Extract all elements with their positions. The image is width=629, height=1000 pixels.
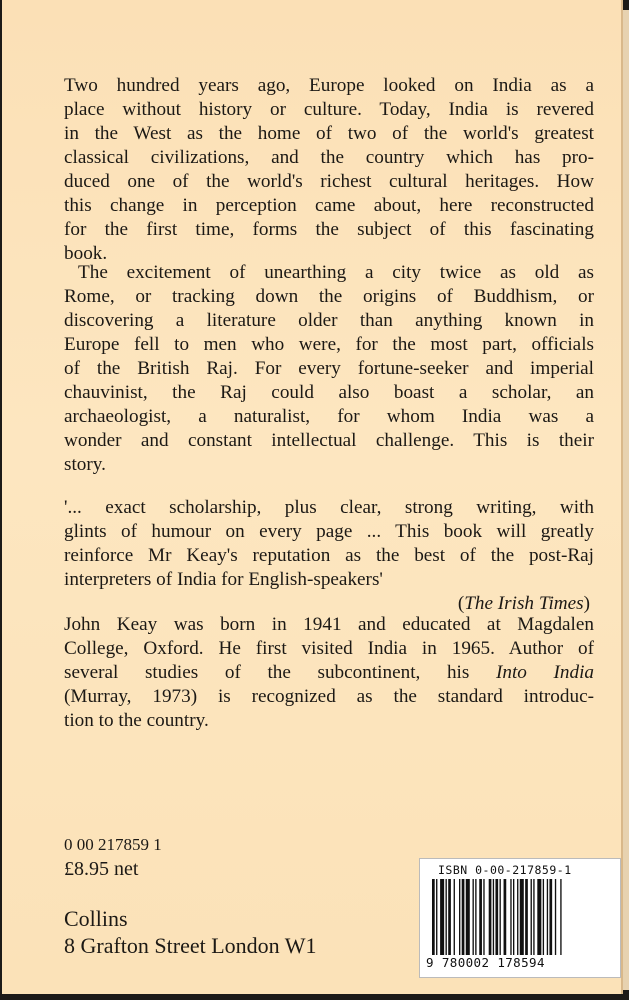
text-line: Rome, or tracking down the origins of Buddhism, or [64, 286, 594, 307]
barcode [419, 858, 621, 978]
barcode-bar [436, 879, 437, 955]
author-bio [64, 613, 594, 733]
barcode-bar [513, 879, 514, 955]
text-line: The excitement of unearthing a city twice as old as [78, 262, 594, 283]
text-line: duced one of the world's richest cultural heritages. How [64, 171, 594, 192]
barcode-digits: 9 780002 178594 [426, 955, 545, 970]
barcode-bar [510, 879, 511, 955]
barcode-bar [500, 879, 501, 955]
barcode-bar [493, 879, 494, 955]
barcode-bar [504, 879, 507, 955]
barcode-bar [432, 879, 435, 955]
barcode-isbn-label: ISBN 0-00-217859-1 [438, 863, 572, 877]
text-line [64, 661, 594, 685]
description-paragraph-2 [64, 261, 594, 477]
review-quote [64, 496, 594, 616]
text-line: archaeologist, a naturalist, for whom India was a [64, 406, 594, 427]
barcode-bar [479, 879, 482, 955]
text-line: of the British Raj. For every fortune-seeker and imperial [64, 358, 594, 379]
barcode-bar [462, 879, 465, 955]
barcode-bar [517, 879, 518, 955]
text-line: John Keay was born in 1941 and educated at Magdalen [64, 614, 594, 635]
text-line: Two hundred years ago, Europe looked on India as a [64, 75, 594, 96]
barcode-bar [537, 879, 541, 955]
quote-line: glints of humour on every page ... This book will greatly [64, 521, 594, 542]
barcode-bar [473, 879, 474, 955]
barcode-bar [448, 879, 451, 955]
barcode-bar [520, 879, 524, 955]
barcode-bar [533, 879, 534, 955]
text-line: Europe fell to men who were, for the most part, officials [64, 334, 594, 355]
text-line: classical civilizations, and the country which has pro- [64, 147, 594, 168]
quote-line: '... exact scholarship, plus clear, strong writing, with [64, 497, 594, 518]
barcode-bar [531, 879, 532, 955]
barcode-bar [495, 879, 498, 955]
barcode-bar [525, 879, 528, 955]
text-line: this change in perception came about, here reconstructed [64, 195, 594, 216]
text-segment: several studies of the subcontinent, his [64, 662, 496, 683]
barcode-bar [547, 879, 548, 955]
text-line: College, Oxford. He first visited India in 1965. Author of [64, 638, 594, 659]
text-line: discovering a literature older than anything known in [64, 310, 594, 331]
description-paragraph-1 [64, 74, 594, 266]
barcode-bar [454, 879, 455, 955]
barcode-bars [432, 879, 608, 955]
text-line: place without history or culture. Today, India is revered [64, 99, 594, 120]
book-title-italic: Into India [495, 662, 594, 683]
isbn-number: 0 00 217859 1 [64, 835, 162, 854]
text-line: book. [64, 243, 108, 264]
text-line: tion to the country. [64, 710, 209, 731]
barcode-bar [555, 879, 556, 955]
publisher-address: 8 Grafton Street London W1 [64, 933, 317, 958]
barcode-bar [560, 879, 561, 955]
barcode-bar [459, 879, 460, 955]
quote-source: (The Irish Times) [457, 593, 590, 614]
text-line: in the West as the home of two of the world's greatest [64, 123, 594, 144]
publisher-name: Collins [64, 906, 128, 931]
text-line: for the first time, forms the subject of this fascinating [64, 219, 594, 240]
quote-line: interpreters of India for English-speakers' [64, 569, 383, 590]
barcode-bar [483, 879, 484, 955]
price: £8.95 net [64, 858, 139, 880]
barcode-bar [440, 879, 444, 955]
barcode-bar [549, 879, 552, 955]
text-line: wonder and constant intellectual challenge. This is their [64, 430, 594, 451]
barcode-bar [543, 879, 544, 955]
barcode-bar [446, 879, 447, 955]
quote-line: reinforce Mr Keay's reputation as the best of the post-Raj [64, 545, 594, 566]
book-back-cover [2, 0, 623, 994]
text-line: (Murray, 1973) is recognized as the standard introduc- [64, 686, 594, 707]
barcode-bar [489, 879, 492, 955]
publisher-block [64, 905, 317, 959]
quote-source-title: The Irish Times [464, 593, 584, 614]
text-line: story. [64, 454, 106, 475]
barcode-bar [466, 879, 470, 955]
barcode-bar [475, 879, 476, 955]
text-line: chauvinist, the Raj could also boast a scholar, an [64, 382, 594, 403]
